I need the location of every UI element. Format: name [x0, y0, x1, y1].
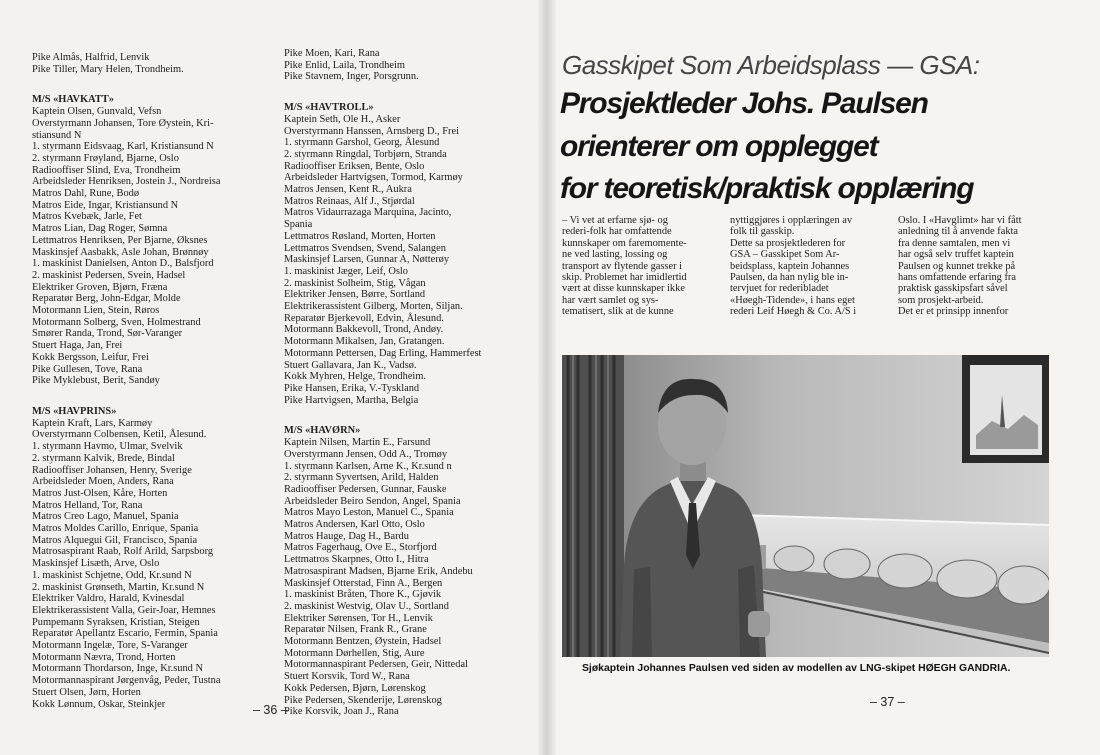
crew-entry: Matrosaspirant Raab, Rolf Arild, Sarpsborg [32, 546, 214, 558]
crew-entry: Kaptein Olsen, Gunvald, Vefsn [32, 106, 162, 118]
crew-entry: Elektrikerassistent Valla, Geir-Joar, Hemnes [32, 604, 216, 616]
crew-entry: Pike Myklebust, Berit, Sandøy [32, 375, 160, 387]
crew-entry: Matros Just-Olsen, Kåre, Horten [32, 487, 168, 499]
crew-entry: Elektriker Groven, Bjørn, Fræna [32, 281, 168, 293]
crew-entry: Maskinsjef Aasbakk, Asle Johan, Brønnøy [32, 246, 209, 258]
crew-entry: Pike Hansen, Erika, V.-Tyskland [284, 382, 420, 394]
crew-entry: Matros Vidaurrazaga Marquina, Jacinto, [284, 207, 452, 219]
crew-entry: Elektriker Sørensen, Tor H., Lenvik [284, 612, 433, 624]
crew-entry: 1. styrmann Eidsvaag, Karl, Kristiansund N [32, 141, 214, 153]
photo-illustration [562, 355, 1049, 657]
crew-entry: Matros Andersen, Karl Otto, Oslo [284, 519, 425, 531]
crew-entry: Motormann Bentzen, Øystein, Hadsel [284, 636, 442, 648]
crew-entry: Lettmatros Svendsen, Svend, Salangen [284, 242, 446, 254]
curtain [562, 355, 624, 657]
right-page [546, 0, 1100, 755]
crew-entry: Pike Enlid, Laila, Trondheim [284, 59, 405, 71]
section-gap [284, 406, 534, 417]
crew-entry: Lettmatros Skarpnes, Otto I., Hitra [284, 554, 429, 566]
crew-entry: 2. styrmann Frøyland, Bjarne, Oslo [32, 152, 179, 164]
article-column-2 [730, 215, 883, 318]
article-line: tervjuet for rederibladet [730, 283, 829, 295]
crew-entry: Spania [284, 219, 313, 231]
article-line: folk til gasskip. [730, 226, 795, 238]
page-number-right: – 37 – [870, 695, 905, 709]
article-line: praktisk gasskipsfart såvel [898, 283, 1008, 295]
crew-entry: Motormann Ingelæ, Tore, S-Varanger [32, 640, 188, 652]
crew-entry: Elektriker Valdro, Harald, Kvinesdal [32, 593, 185, 605]
crew-entry: Pike Almås, Halfrid, Lenvik [32, 52, 150, 63]
crew-entry: Pike Tiller, Mary Helen, Trondheim. [32, 63, 184, 75]
article-line: – Vi vet at erfarne sjø- og [562, 215, 668, 226]
crew-entry: Pike Gullesen, Tove, Rana [32, 363, 143, 375]
crew-entry: Matros Reinaas, Alf J., Stjørdal [284, 195, 415, 207]
crew-entry: Maskinsjef Larsen, Gunnar A, Nøtterøy [284, 254, 450, 266]
crew-entry: 1. maskinist Danielsen, Anton D., Balsfjord [32, 258, 214, 270]
crew-entry: Kaptein Nilsen, Martin E., Farsund [284, 437, 431, 449]
crew-entry: Smører Randa, Trond, Sør-Varanger [32, 328, 183, 340]
article-line: Oslo. I «Havglimt» har vi fått [898, 215, 1022, 226]
headline-line-3: for teoretisk/praktisk opplæring [560, 172, 974, 205]
crew-entry: Matros Jensen, Kent R., Aukra [284, 184, 412, 196]
crew-entry: Reparatør Apellantz Escario, Fermin, Spania [32, 628, 218, 640]
crew-entry: Reparatør Bjerkevoll, Edvin, Ålesund. [284, 312, 444, 324]
crew-entry: Matros Moldes Carillo, Enrique, Spania [32, 523, 199, 535]
section-gap [284, 83, 534, 94]
crew-entry: Kokk Pedersen, Bjørn, Lørenskog [284, 682, 426, 694]
ship-heading: M/S «HAVPRINS» [32, 405, 117, 417]
crew-entry: Overstyrmann Hanssen, Arnsberg D., Frei [284, 125, 459, 137]
crew-entry: Matros Kvebæk, Jarle, Fet [32, 211, 142, 223]
article-line: rederi Leif Høegh & Co. A/S i [730, 306, 857, 318]
ship-heading: M/S «HAVTROLL» [284, 102, 374, 114]
crew-entry: Reparatør Nilsen, Frank R., Grane [284, 624, 427, 636]
crew-entry: Maskinsjef Otterstad, Finn A., Bergen [284, 577, 443, 589]
ship-heading: M/S «HAVØRN» [284, 425, 361, 437]
crew-entry: 1. maskinist Jæger, Leif, Oslo [284, 265, 408, 277]
crew-entry: 2. styrmann Kalvik, Brede, Bindal [32, 452, 175, 464]
crew-entry: Motormann Mikalsen, Jan, Gratangen. [284, 336, 445, 348]
article-line: Dette sa prosjektlederen for [730, 237, 846, 249]
crew-entry: Stuert Olsen, Jørn, Horten [32, 686, 141, 698]
crew-list-column-2 [284, 48, 534, 718]
crew-entry: 1. styrmann Garshol, Georg, Ålesund [284, 137, 440, 149]
crew-entry: 2. maskinist Solheim, Stig, Vågan [284, 277, 426, 289]
crew-entry: 1. styrmann Havmo, Ulmar, Svelvik [32, 441, 183, 453]
crew-entry: Overstyrmann Johansen, Tore Øystein, Kri- [32, 117, 214, 129]
article-line: skip. Problemet har imidlertid [562, 272, 687, 284]
crew-entry: Radiooffiser Eriksen, Bente, Oslo [284, 160, 425, 172]
crew-entry: Motormann Solberg, Sven, Holmestrand [32, 316, 201, 328]
article-line: beidsplass, kaptein Johannes [730, 260, 850, 272]
crew-entry: Matros Eide, Ingar, Kristiansund N [32, 199, 179, 211]
crew-entry: 2. maskinist Westvig, Olav U., Sortland [284, 600, 449, 612]
article-line: tematisert, slik at de kunne [562, 306, 674, 318]
crew-entry: Kaptein Kraft, Lars, Karmøy [32, 417, 153, 429]
crew-entry: Pumpemann Syraksen, Kristian, Steigen [32, 616, 200, 628]
crew-entry: 2. maskinist Pedersen, Svein, Hadsel [32, 269, 186, 281]
framed-picture [962, 355, 1049, 463]
crew-entry: Pike Korsvik, Joan J., Rana [284, 706, 399, 718]
crew-entry: Elektriker Jensen, Børre, Sortland [284, 289, 426, 301]
crew-entry: 2. styrmann Syvertsen, Arild, Halden [284, 472, 439, 484]
crew-entry: Kokk Bergsson, Leifur, Frei [32, 351, 149, 363]
article-column-3 [898, 215, 1053, 318]
page-number-left: – 36 – [253, 703, 288, 717]
crew-entry: Motormannaspirant Jørgenvåg, Peder, Tustna [32, 675, 221, 687]
crew-entry: Radiooffiser Johansen, Henry, Sverige [32, 464, 192, 476]
headline-line-1: Prosjektleder Johs. Paulsen [560, 87, 928, 120]
crew-entry: 2. styrmann Ringdal, Torbjørn, Stranda [284, 148, 447, 160]
crew-entry: Matros Mayo Leston, Manuel C., Spania [284, 507, 454, 519]
book-gutter [538, 0, 556, 755]
article-line: Paulsen, da han nylig ble in- [730, 272, 849, 284]
crew-entry: Elektrikerassistent Gilberg, Morten, Siljan. [284, 301, 463, 313]
article-line: nyttiggjøres i opplæringen av [730, 215, 853, 226]
crew-entry: Motormann Bakkevoll, Trond, Andøy. [284, 324, 444, 336]
article-column-1 [562, 215, 720, 318]
crew-list-column-1 [32, 52, 282, 710]
crew-entry: Stuert Haga, Jan, Frei [32, 340, 123, 352]
crew-entry: Arbeidsleder Beiro Sendon, Angel, Spania [284, 495, 461, 507]
crew-entry: Matros Hauge, Dag H., Bardu [284, 530, 409, 542]
section-gap [32, 387, 282, 398]
article-line: anledning til å anvende fakta [898, 226, 1019, 238]
crew-entry: Lettmatros Henriksen, Per Bjarne, Øksnes [32, 234, 208, 246]
crew-entry: Overstyrmann Jensen, Odd A., Tromøy [284, 448, 448, 460]
article-kicker: Gasskipet Som Arbeidsplass — GSA: [562, 50, 980, 80]
crew-entry: Matros Alquegui Gil, Francisco, Spania [32, 534, 198, 546]
left-page [0, 0, 546, 755]
headline-line-2: orienterer om opplegget [560, 130, 878, 163]
crew-entry: stiansund N [32, 129, 82, 141]
crew-entry: Arbeidsleder Henriksen, Jostein J., Nordreisa [32, 176, 221, 188]
crew-entry: Radiooffiser Slind, Eva, Trondheim [32, 164, 181, 176]
crew-entry: Reparatør Berg, John-Edgar, Molde [32, 293, 181, 305]
section-gap [32, 75, 282, 86]
crew-entry: 2. maskinist Grønseth, Martin, Kr.sund N [32, 581, 205, 593]
crew-entry: Motormann Nævra, Trond, Horten [32, 651, 176, 663]
article-line: ne ved lasting, lossing og [562, 249, 668, 261]
crew-entry: Matros Fagerhaug, Ove E., Storfjord [284, 542, 437, 554]
crew-entry: 1. maskinist Schjetne, Odd, Kr.sund N [32, 569, 192, 581]
crew-entry: Pike Pedersen, Skenderije, Lørenskog [284, 694, 442, 706]
crew-entry: Motormann Dørhellen, Stig, Aure [284, 647, 425, 659]
crew-entry: Stuert Gallavara, Jan K., Vadsø. [284, 359, 417, 371]
article-line: Paulsen og kunnet trekke på [898, 260, 1016, 272]
article-line: som prosjekt-arbeid. [898, 294, 984, 306]
crew-entry: Stuert Korsvik, Tord W., Rana [284, 671, 410, 683]
crew-entry: Matros Creo Lago, Manuel, Spania [32, 511, 179, 523]
crew-entry: Motormannaspirant Pedersen, Geir, Nittedal [284, 659, 468, 671]
photo-captain-with-ship-model [562, 355, 1049, 657]
crew-entry: Arbeidsleder Moen, Anders, Rana [32, 476, 174, 488]
crew-entry: Motormann Pettersen, Dag Erling, Hammerfest [284, 347, 482, 359]
crew-entry: Arbeidsleder Hartvigsen, Tormod, Karmøy [284, 172, 463, 184]
crew-entry: Kokk Myhren, Helge, Trondheim. [284, 371, 426, 383]
article-line: fra denne samtalen, men vi [898, 237, 1011, 249]
crew-entry: Maskinsjef Lisæth, Arve, Oslo [32, 558, 160, 570]
crew-entry: Pike Hartvigsen, Martha, Belgia [284, 394, 419, 406]
crew-entry: Kaptein Seth, Ole H., Asker [284, 113, 401, 125]
crew-entry: Matros Lian, Dag Roger, Sømna [32, 223, 168, 235]
crew-entry: 1. styrmann Karlsen, Arne K., Kr.sund n [284, 460, 452, 472]
crew-entry: Motormann Lien, Stein, Røros [32, 305, 160, 317]
crew-entry: Pike Moen, Kari, Rana [284, 48, 380, 59]
crew-entry: Pike Stavnem, Inger, Porsgrunn. [284, 71, 419, 83]
article-line: «Høegh-Tidende», i hans eget [730, 294, 855, 306]
photo-caption: Sjøkaptein Johannes Paulsen ved siden av modellen av LNG-skipet HØEGH GANDRIA. [582, 663, 1011, 674]
crew-entry: Lettmatros Røsland, Morten, Horten [284, 230, 436, 242]
article-line: transport av flytende gasser i [562, 260, 683, 272]
crew-entry: Motormann Thordarson, Inge, Kr.sund N [32, 663, 203, 675]
article-line: vært at disse kunnskaper ikke [562, 283, 685, 295]
article-line: kunnskaper om faremomente- [562, 237, 687, 249]
crew-entry: 1. maskinist Bråten, Thore K., Gjøvik [284, 589, 442, 601]
article-line: rederi-folk har omfattende [562, 226, 672, 238]
crew-entry: Kokk Lønnum, Oskar, Steinkjer [32, 698, 166, 710]
article-line: hans omfattende erfaring fra [898, 272, 1016, 284]
ship-heading: M/S «HAVKATT» [32, 94, 114, 106]
crew-entry: Overstyrmann Colbensen, Ketil, Ålesund. [32, 429, 207, 441]
crew-entry: Matros Helland, Tor, Rana [32, 499, 143, 511]
crew-entry: Matrosaspirant Madsen, Bjarne Erik, Andebu [284, 565, 473, 577]
article-line: har vært samlet og sys- [562, 294, 659, 306]
crew-entry: Matros Dahl, Rune, Bodø [32, 188, 140, 200]
article-line: GSA – Gasskipet Som Ar- [730, 249, 840, 261]
article-line: har også selv truffet kaptein [898, 249, 1014, 261]
crew-entry: Radiooffiser Pedersen, Gunnar, Fauske [284, 483, 447, 495]
article-line: Det er et prinsipp innenfor [898, 306, 1009, 318]
